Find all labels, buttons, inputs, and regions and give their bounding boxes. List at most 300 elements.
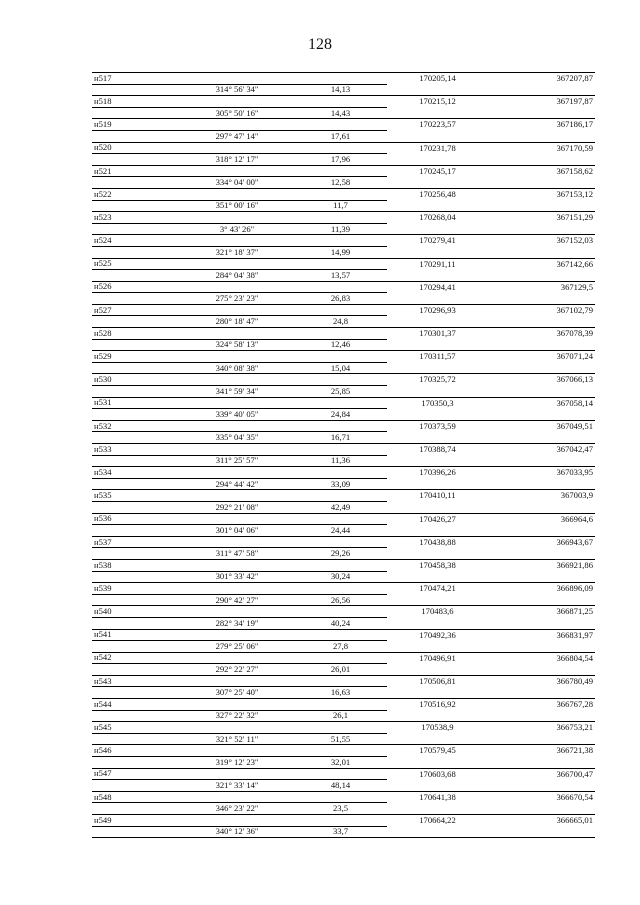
bearing-angle-cell: 292° 22' 27" (180, 664, 294, 676)
empty-cell (180, 258, 294, 270)
point-name-cell: н531 (92, 397, 180, 409)
empty-cell (180, 188, 294, 200)
point-name-cell: н541 (92, 629, 180, 641)
table-row (92, 293, 595, 305)
empty-cell (180, 351, 294, 363)
empty-cell (92, 803, 180, 815)
empty-cell (387, 641, 488, 653)
table-row (92, 490, 595, 502)
empty-cell (180, 652, 294, 664)
y-coordinate-cell: 367207,87 (488, 73, 595, 85)
x-coordinate-cell: 170301,37 (387, 328, 488, 340)
distance-cell: 26,1 (294, 710, 387, 722)
empty-cell (92, 107, 180, 119)
table-row (92, 362, 595, 374)
distance-cell: 29,26 (294, 548, 387, 560)
empty-cell (294, 397, 387, 409)
y-coordinate-cell: 367152,03 (488, 235, 595, 247)
empty-cell (92, 455, 180, 467)
empty-cell (387, 455, 488, 467)
table-row (92, 826, 595, 838)
x-coordinate-cell: 170388,74 (387, 444, 488, 456)
empty-cell (92, 641, 180, 653)
empty-cell (180, 420, 294, 432)
point-name-cell: н545 (92, 722, 180, 734)
table-row (92, 212, 595, 224)
empty-cell (488, 409, 595, 421)
y-coordinate-cell: 366670,54 (488, 791, 595, 803)
y-coordinate-cell: 366871,25 (488, 606, 595, 618)
table-row (92, 617, 595, 629)
point-name-cell: н536 (92, 513, 180, 525)
empty-cell (488, 270, 595, 282)
bearing-angle-cell: 279° 25' 06" (180, 641, 294, 653)
empty-cell (294, 420, 387, 432)
empty-cell (92, 362, 180, 374)
empty-cell (92, 246, 180, 258)
empty-cell (488, 617, 595, 629)
distance-cell: 14,13 (294, 84, 387, 96)
x-coordinate-cell: 170603,68 (387, 768, 488, 780)
table-row (92, 397, 595, 409)
empty-cell (294, 351, 387, 363)
point-name-cell: н528 (92, 328, 180, 340)
table-body (92, 73, 595, 838)
y-coordinate-cell: 367102,79 (488, 304, 595, 316)
table-row (92, 699, 595, 711)
empty-cell (387, 200, 488, 212)
bearing-angle-cell: 282° 34' 19" (180, 617, 294, 629)
bearing-angle-cell: 321° 18' 37" (180, 246, 294, 258)
x-coordinate-cell: 170641,38 (387, 791, 488, 803)
table-row (92, 757, 595, 769)
x-coordinate-cell: 170256,48 (387, 188, 488, 200)
distance-cell: 14,99 (294, 246, 387, 258)
table-row (92, 107, 595, 119)
empty-cell (387, 270, 488, 282)
y-coordinate-cell: 366964,6 (488, 513, 595, 525)
distance-cell: 24,44 (294, 525, 387, 537)
table-row (92, 733, 595, 745)
empty-cell (387, 780, 488, 792)
empty-cell (387, 177, 488, 189)
empty-cell (92, 826, 180, 838)
empty-cell (294, 559, 387, 571)
y-coordinate-cell: 366896,09 (488, 583, 595, 595)
empty-cell (92, 664, 180, 676)
table-row (92, 641, 595, 653)
empty-cell (387, 803, 488, 815)
y-coordinate-cell: 366753,21 (488, 722, 595, 734)
distance-cell: 42,49 (294, 501, 387, 513)
table-row (92, 525, 595, 537)
table-row (92, 96, 595, 108)
distance-cell: 27,8 (294, 641, 387, 653)
empty-cell (294, 374, 387, 386)
x-coordinate-cell: 170279,41 (387, 235, 488, 247)
empty-cell (488, 316, 595, 328)
table-row (92, 583, 595, 595)
y-coordinate-cell: 366943,67 (488, 536, 595, 548)
y-coordinate-cell: 366831,97 (488, 629, 595, 641)
empty-cell (294, 142, 387, 154)
distance-cell: 32,01 (294, 757, 387, 769)
distance-cell: 16,63 (294, 687, 387, 699)
table-row (92, 316, 595, 328)
empty-cell (387, 107, 488, 119)
empty-cell (488, 501, 595, 513)
empty-cell (92, 177, 180, 189)
empty-cell (387, 130, 488, 142)
empty-cell (387, 757, 488, 769)
y-coordinate-cell: 366921,86 (488, 559, 595, 571)
bearing-angle-cell: 290° 42' 27" (180, 594, 294, 606)
distance-cell: 17,61 (294, 130, 387, 142)
empty-cell (387, 409, 488, 421)
empty-cell (180, 768, 294, 780)
point-name-cell: н534 (92, 467, 180, 479)
point-name-cell: н549 (92, 815, 180, 827)
table-row (92, 73, 595, 85)
point-name-cell: н518 (92, 96, 180, 108)
empty-cell (294, 119, 387, 131)
table-row (92, 154, 595, 166)
table-row (92, 409, 595, 421)
empty-cell (387, 432, 488, 444)
y-coordinate-cell: 367071,24 (488, 351, 595, 363)
empty-cell (387, 223, 488, 235)
empty-cell (92, 548, 180, 560)
x-coordinate-cell: 170373,59 (387, 420, 488, 432)
table-row (92, 432, 595, 444)
y-coordinate-cell: 367186,17 (488, 119, 595, 131)
empty-cell (180, 675, 294, 687)
point-name-cell: н544 (92, 699, 180, 711)
point-name-cell: н547 (92, 768, 180, 780)
empty-cell (387, 84, 488, 96)
table-row (92, 420, 595, 432)
point-name-cell: н521 (92, 165, 180, 177)
table-row (92, 501, 595, 513)
table-row (92, 339, 595, 351)
y-coordinate-cell: 366767,28 (488, 699, 595, 711)
empty-cell (92, 571, 180, 583)
empty-cell (180, 142, 294, 154)
x-coordinate-cell: 170396,26 (387, 467, 488, 479)
empty-cell (92, 339, 180, 351)
table-row (92, 478, 595, 490)
y-coordinate-cell: 366665,01 (488, 815, 595, 827)
empty-cell (180, 699, 294, 711)
bearing-angle-cell: 346° 23' 22" (180, 803, 294, 815)
x-coordinate-cell: 170579,45 (387, 745, 488, 757)
empty-cell (180, 722, 294, 734)
empty-cell (488, 107, 595, 119)
table-row (92, 710, 595, 722)
empty-cell (387, 525, 488, 537)
table-row (92, 513, 595, 525)
empty-cell (488, 432, 595, 444)
empty-cell (387, 826, 488, 838)
point-name-cell: н548 (92, 791, 180, 803)
empty-cell (294, 629, 387, 641)
y-coordinate-cell: 367197,87 (488, 96, 595, 108)
empty-cell (294, 606, 387, 618)
distance-cell: 12,58 (294, 177, 387, 189)
empty-cell (488, 733, 595, 745)
empty-cell (488, 130, 595, 142)
empty-cell (180, 212, 294, 224)
empty-cell (387, 386, 488, 398)
y-coordinate-cell: 367033,95 (488, 467, 595, 479)
empty-cell (488, 664, 595, 676)
table-row (92, 803, 595, 815)
table-row (92, 142, 595, 154)
empty-cell (488, 362, 595, 374)
empty-cell (92, 478, 180, 490)
empty-cell (488, 200, 595, 212)
empty-cell (387, 154, 488, 166)
table-row (92, 188, 595, 200)
x-coordinate-cell: 170231,78 (387, 142, 488, 154)
bearing-angle-cell: 321° 52' 11" (180, 733, 294, 745)
empty-cell (92, 316, 180, 328)
table-row (92, 652, 595, 664)
bearing-angle-cell: 341° 59' 34" (180, 386, 294, 398)
empty-cell (488, 710, 595, 722)
bearing-angle-cell: 305° 50' 16" (180, 107, 294, 119)
table-row (92, 246, 595, 258)
bearing-angle-cell: 314° 56' 34" (180, 84, 294, 96)
empty-cell (294, 258, 387, 270)
empty-cell (488, 594, 595, 606)
distance-cell: 13,57 (294, 270, 387, 282)
table-row (92, 328, 595, 340)
point-name-cell: н535 (92, 490, 180, 502)
empty-cell (180, 815, 294, 827)
empty-cell (180, 119, 294, 131)
x-coordinate-cell: 170458,38 (387, 559, 488, 571)
table-row (92, 791, 595, 803)
table-row (92, 119, 595, 131)
distance-cell: 26,56 (294, 594, 387, 606)
bearing-angle-cell: 3° 43' 26" (180, 223, 294, 235)
bearing-angle-cell: 319° 12' 23" (180, 757, 294, 769)
empty-cell (92, 270, 180, 282)
x-coordinate-cell: 170215,12 (387, 96, 488, 108)
empty-cell (92, 386, 180, 398)
table-row (92, 455, 595, 467)
empty-cell (294, 73, 387, 85)
y-coordinate-cell: 367003,9 (488, 490, 595, 502)
empty-cell (387, 733, 488, 745)
distance-cell: 30,24 (294, 571, 387, 583)
bearing-angle-cell: 340° 08' 38" (180, 362, 294, 374)
empty-cell (180, 374, 294, 386)
empty-cell (180, 467, 294, 479)
empty-cell (92, 200, 180, 212)
table-row (92, 304, 595, 316)
empty-cell (180, 490, 294, 502)
empty-cell (92, 130, 180, 142)
y-coordinate-cell: 367066,13 (488, 374, 595, 386)
table-row (92, 815, 595, 827)
point-name-cell: н525 (92, 258, 180, 270)
empty-cell (488, 177, 595, 189)
distance-cell: 14,43 (294, 107, 387, 119)
table-row (92, 548, 595, 560)
empty-cell (180, 281, 294, 293)
empty-cell (488, 84, 595, 96)
empty-cell (294, 815, 387, 827)
point-name-cell: н519 (92, 119, 180, 131)
table-row (92, 130, 595, 142)
x-coordinate-cell: 170296,93 (387, 304, 488, 316)
distance-cell: 23,5 (294, 803, 387, 815)
table-row (92, 270, 595, 282)
distance-cell: 24,8 (294, 316, 387, 328)
empty-cell (387, 246, 488, 258)
empty-cell (294, 96, 387, 108)
table-row (92, 629, 595, 641)
empty-cell (294, 722, 387, 734)
empty-cell (294, 235, 387, 247)
empty-cell (180, 791, 294, 803)
point-name-cell: н520 (92, 142, 180, 154)
table-row (92, 374, 595, 386)
distance-cell: 17,96 (294, 154, 387, 166)
distance-cell: 40,24 (294, 617, 387, 629)
bearing-angle-cell: 334° 04' 00" (180, 177, 294, 189)
empty-cell (387, 548, 488, 560)
y-coordinate-cell: 366721,38 (488, 745, 595, 757)
x-coordinate-cell: 170291,11 (387, 258, 488, 270)
y-coordinate-cell: 367129,5 (488, 281, 595, 293)
table-row (92, 165, 595, 177)
empty-cell (294, 768, 387, 780)
empty-cell (180, 536, 294, 548)
point-name-cell: н526 (92, 281, 180, 293)
table-row (92, 722, 595, 734)
table-row (92, 571, 595, 583)
empty-cell (294, 281, 387, 293)
point-name-cell: н539 (92, 583, 180, 595)
empty-cell (294, 467, 387, 479)
empty-cell (488, 803, 595, 815)
empty-cell (488, 826, 595, 838)
empty-cell (488, 525, 595, 537)
empty-cell (180, 96, 294, 108)
x-coordinate-cell: 170223,57 (387, 119, 488, 131)
empty-cell (180, 73, 294, 85)
empty-cell (92, 293, 180, 305)
empty-cell (387, 316, 488, 328)
distance-cell: 16,71 (294, 432, 387, 444)
empty-cell (488, 571, 595, 583)
y-coordinate-cell: 367049,51 (488, 420, 595, 432)
empty-cell (387, 571, 488, 583)
x-coordinate-cell: 170664,22 (387, 815, 488, 827)
bearing-angle-cell: 311° 47' 58" (180, 548, 294, 560)
bearing-angle-cell: 292° 21' 08" (180, 501, 294, 513)
x-coordinate-cell: 170492,36 (387, 629, 488, 641)
x-coordinate-cell: 170205,14 (387, 73, 488, 85)
bearing-angle-cell: 284° 04' 38" (180, 270, 294, 282)
empty-cell (180, 583, 294, 595)
empty-cell (387, 594, 488, 606)
point-name-cell: н537 (92, 536, 180, 548)
point-name-cell: н529 (92, 351, 180, 363)
distance-cell: 25,85 (294, 386, 387, 398)
y-coordinate-cell: 367042,47 (488, 444, 595, 456)
bearing-angle-cell: 339° 40' 05" (180, 409, 294, 421)
distance-cell: 33,7 (294, 826, 387, 838)
table-row (92, 780, 595, 792)
table-row (92, 258, 595, 270)
empty-cell (294, 490, 387, 502)
empty-cell (488, 455, 595, 467)
empty-cell (180, 629, 294, 641)
x-coordinate-cell: 170245,17 (387, 165, 488, 177)
empty-cell (387, 664, 488, 676)
point-name-cell: н540 (92, 606, 180, 618)
distance-cell: 33,09 (294, 478, 387, 490)
boundary-coordinates-table (92, 72, 595, 838)
point-name-cell: н542 (92, 652, 180, 664)
point-name-cell: н538 (92, 559, 180, 571)
y-coordinate-cell: 367058,14 (488, 397, 595, 409)
empty-cell (180, 745, 294, 757)
empty-cell (294, 536, 387, 548)
bearing-angle-cell: 280° 18' 47" (180, 316, 294, 328)
empty-cell (92, 525, 180, 537)
y-coordinate-cell: 366804,54 (488, 652, 595, 664)
distance-cell: 24,84 (294, 409, 387, 421)
empty-cell (92, 84, 180, 96)
distance-cell: 11,36 (294, 455, 387, 467)
empty-cell (92, 687, 180, 699)
distance-cell: 51,55 (294, 733, 387, 745)
empty-cell (488, 548, 595, 560)
empty-cell (92, 757, 180, 769)
x-coordinate-cell: 170506,81 (387, 675, 488, 687)
empty-cell (387, 293, 488, 305)
table-row (92, 200, 595, 212)
empty-cell (294, 791, 387, 803)
x-coordinate-cell: 170350,3 (387, 397, 488, 409)
bearing-angle-cell: 301° 33' 42" (180, 571, 294, 583)
y-coordinate-cell: 366700,47 (488, 768, 595, 780)
x-coordinate-cell: 170483,6 (387, 606, 488, 618)
table-row (92, 351, 595, 363)
empty-cell (180, 235, 294, 247)
bearing-angle-cell: 335° 04' 35" (180, 432, 294, 444)
table-row (92, 281, 595, 293)
empty-cell (92, 617, 180, 629)
bearing-angle-cell: 294° 44' 42" (180, 478, 294, 490)
bearing-angle-cell: 327° 22' 32" (180, 710, 294, 722)
empty-cell (92, 409, 180, 421)
empty-cell (488, 641, 595, 653)
bearing-angle-cell: 324° 58' 13" (180, 339, 294, 351)
empty-cell (92, 733, 180, 745)
empty-cell (294, 513, 387, 525)
distance-cell: 26,83 (294, 293, 387, 305)
empty-cell (294, 652, 387, 664)
x-coordinate-cell: 170538,9 (387, 722, 488, 734)
empty-cell (387, 501, 488, 513)
table-row (92, 386, 595, 398)
